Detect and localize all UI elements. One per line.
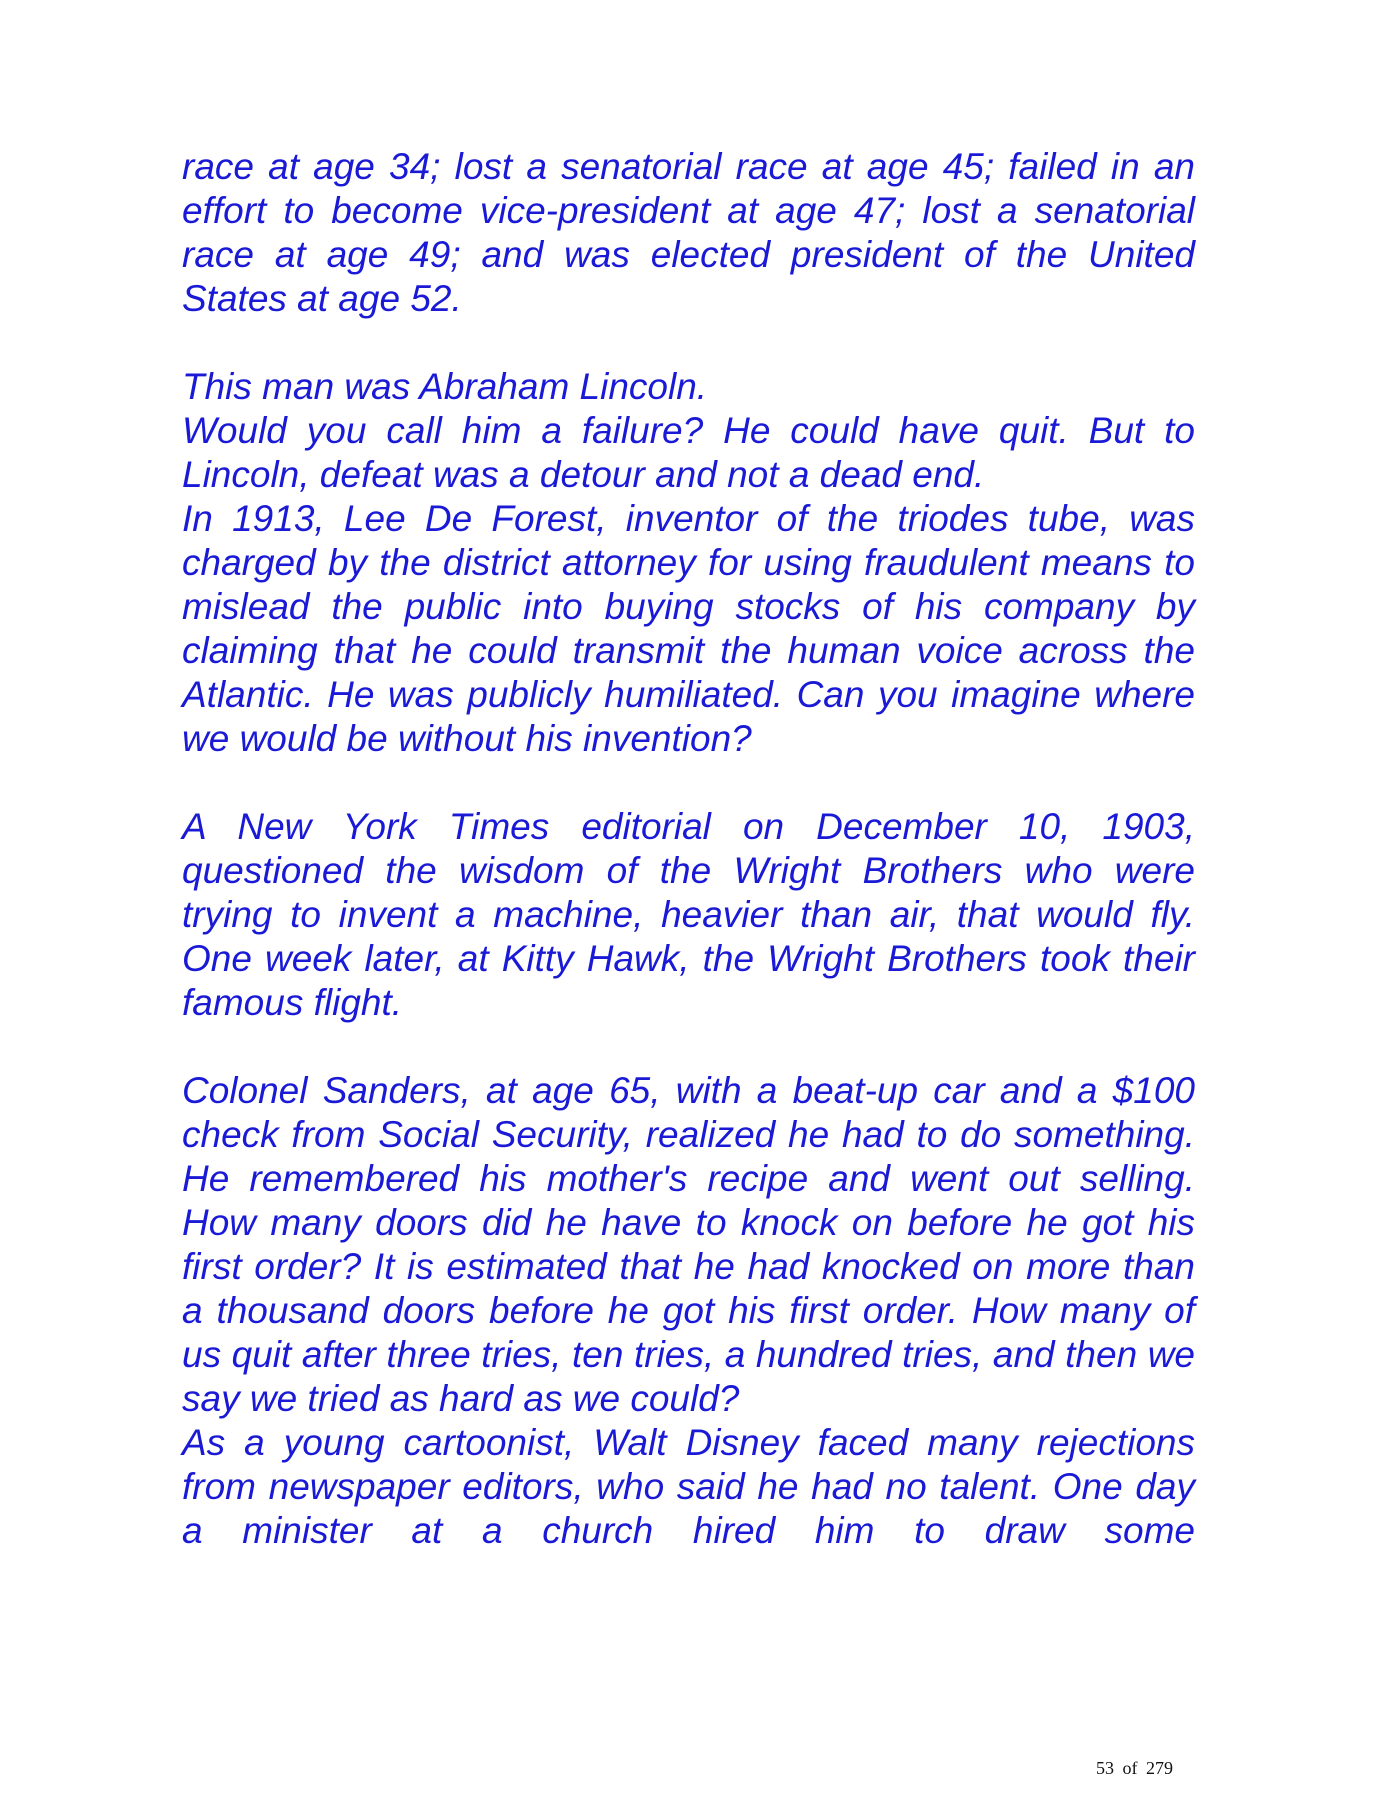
paragraph-wright-brothers: A New York Times editorial on December 10, 1903, questioned the wisdom of the Wright Brothers who were trying to invent a machine, heavier than air, that would fly. One week later, at Kitty Hawk, the Wright Brothers took their famous flight. — [182, 806, 1195, 1023]
paragraph-lincoln-reveal: This man was Abraham Lincoln. — [182, 366, 708, 407]
page-number: 53 of 279 — [1096, 1758, 1173, 1778]
paragraph-lincoln-record: race at age 34; lost a senatorial race at age 45; failed in an effort to become vice-president at age 47; lost a senatorial race at age 49; and was elected president of the United States at age 52. — [182, 146, 1195, 319]
paragraph-gap — [182, 761, 1195, 805]
paragraph-lincoln-failure: Would you call him a failure? He could have quit. But to Lincoln, defeat was a detour and not a dead end. — [182, 410, 1195, 495]
paragraph-gap — [182, 1025, 1195, 1069]
paragraph-de-forest: In 1913, Lee De Forest, inventor of the triodes tube, was charged by the district attorney for using fraudulent means to mislead the public into buying stocks of his company by claiming that he could transmit the human voice across the Atlantic. He was publicly humiliated. Can you imagine where we would be without his invention? — [182, 498, 1195, 759]
paragraph-colonel-sanders: Colonel Sanders, at age 65, with a beat-up car and a $100 check from Social Security, realized he had to do something. He remembered his mother's recipe and went out selling. How many doors did he have to knock on before he got his first order? It is estimated that he had knocked on more than a thousand doors before he got his first order. How many of us quit after three tries, ten tries, a hundred tries, and then we say we tried as hard as we could? — [182, 1070, 1195, 1419]
paragraph-walt-disney: As a young cartoonist, Walt Disney faced many rejections from newspaper editors, who said he had no talent. One day a minister at a church hired him to draw some — [182, 1422, 1195, 1551]
page-body — [182, 145, 1195, 1553]
paragraph-gap — [182, 321, 1195, 365]
